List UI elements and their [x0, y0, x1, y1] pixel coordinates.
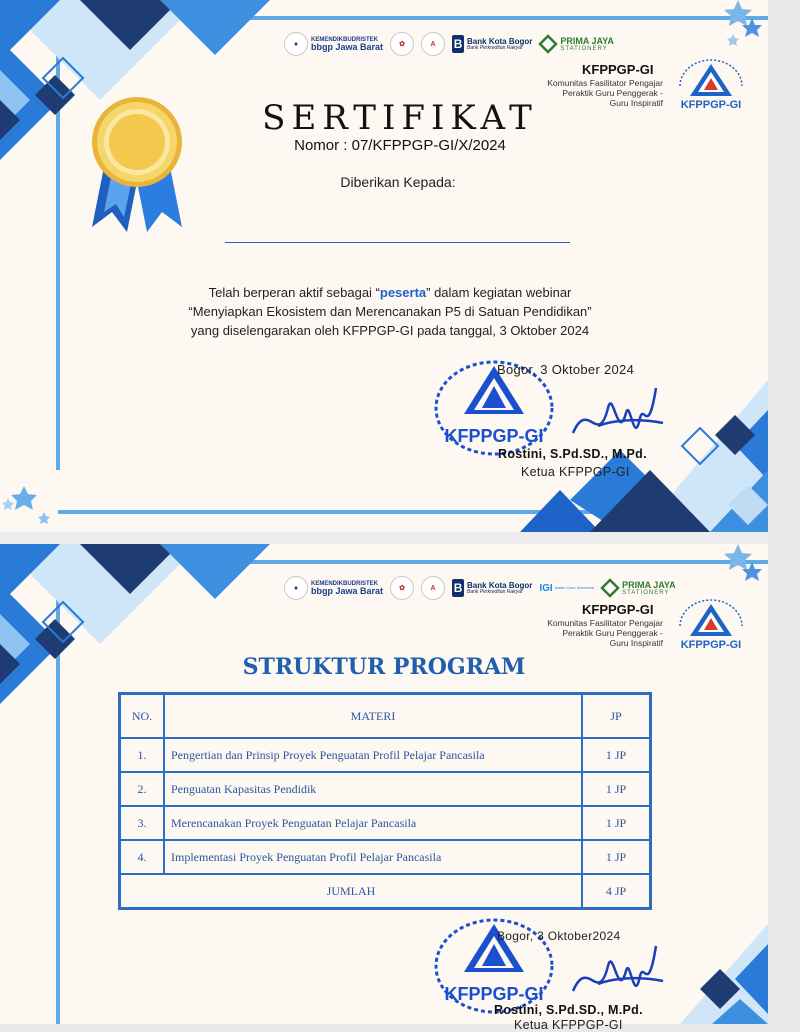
sign-city-date: Bogor, 3 Oktober 2024: [497, 362, 635, 377]
bank-line2: Bank Perkreditan Rakyat: [467, 44, 523, 51]
stamp-text: KFPPGP-GI: [444, 426, 544, 446]
program-structure-title: STRUKTUR PROGRAM: [242, 654, 526, 680]
stamp-text: KFPPGP-GI: [444, 984, 544, 1004]
tut-wuri-handayani-icon: ●: [284, 32, 308, 56]
row-materi: Pengertian dan Prinsip Proyek Penguatan Profil Pelajar Pancasila: [164, 738, 582, 772]
bank-b-icon: B: [453, 37, 463, 51]
program-structure-page: [0, 544, 768, 1032]
org-desc-line3: Guru Inspiratif: [609, 638, 663, 649]
row-number: 4.: [120, 840, 164, 874]
certificate-number: Nomor : 07/KFPPGP-GI/X/2024: [294, 137, 506, 154]
prima-jaya-icon: [539, 35, 557, 53]
kemendikbudristek-logo: [284, 32, 383, 56]
body-line2: “Menyiapkan Ekosistem dan Merencanakan P5 di Satuan Pendidikan”: [188, 304, 592, 319]
body-line1-post: ” dalam kegiatan webinar: [426, 285, 572, 300]
role-highlight: peserta: [379, 285, 427, 300]
sign-city-date: Bogor, 3 Oktober2024: [497, 929, 621, 943]
kfppgp-logo-text: KFPPGP-GI: [680, 99, 742, 111]
kemdik-line1: KEMENDIKBUDRISTEK: [311, 580, 379, 587]
org-name: KFPPGP-GI: [582, 602, 654, 617]
signature: [568, 378, 668, 458]
org-desc-line1: Komunitas Fasilitator Pengajar: [547, 618, 663, 628]
partner-logos: [284, 32, 614, 56]
column-header-materi: MATERI: [164, 694, 582, 738]
igi-logo: [539, 583, 594, 594]
body-line3: yang diselengarakan oleh KFPPGP-GI pada tanggal, 3 Oktober 2024: [190, 323, 590, 338]
bank-b-icon: B: [453, 581, 463, 595]
table-row: [120, 840, 650, 874]
recipient-name-line: [225, 242, 570, 243]
certificate-body: [60, 283, 720, 340]
partner-seal-icon: ✿: [390, 32, 414, 56]
signer-name: Rostini, S.Pd.SD., M.Pd.: [498, 447, 647, 461]
partner-seal-icon: ✿: [390, 576, 414, 600]
partner-emblem-icon: A: [421, 576, 445, 600]
igi-line2: Ikatan Guru Indonesia: [554, 585, 595, 590]
row-jp: 1 JP: [582, 840, 650, 874]
kfppgp-logo: [670, 596, 752, 652]
row-materi: Merencanakan Proyek Penguatan Pelajar Pancasila: [164, 806, 582, 840]
column-header-no: NO.: [120, 694, 164, 738]
org-desc-line2: Peraktik Guru Penggerak -: [562, 628, 663, 639]
certificate-page: [0, 0, 768, 532]
body-line1: [60, 283, 720, 302]
org-name: KFPPGP-GI: [582, 62, 654, 77]
kemendikbudristek-logo: [284, 576, 383, 600]
given-to-label: Diberikan Kepada:: [340, 174, 456, 190]
total-value: 4 JP: [582, 874, 650, 908]
row-jp: 1 JP: [582, 738, 650, 772]
kemdik-line2: bbgp Jawa Barat: [311, 41, 384, 52]
org-desc-line2: Peraktik Guru Penggerak -: [562, 88, 663, 99]
program-table: [118, 692, 652, 910]
signer-role: Ketua KFPPGP-GI: [514, 1018, 623, 1032]
org-desc-line3: Guru Inspiratif: [609, 98, 663, 109]
org-description: [518, 618, 663, 649]
certificate-title: SERTIFIKAT: [262, 98, 538, 138]
row-number: 1.: [120, 738, 164, 772]
row-materi: Implementasi Proyek Penguatan Profil Pelajar Pancasila: [164, 840, 582, 874]
prima-line1: PRIMA JAYA: [622, 579, 676, 590]
bank-line2: Bank Perkreditan Rakyat: [467, 588, 523, 595]
org-desc-line1: Komunitas Fasilitator Pengajar: [547, 78, 663, 88]
prima-jaya-icon: [601, 579, 619, 597]
table-row: [120, 806, 650, 840]
bank-kota-bogor-logo: [452, 579, 532, 597]
table-total-row: [120, 874, 650, 908]
row-jp: 1 JP: [582, 806, 650, 840]
kemdik-line2: bbgp Jawa Barat: [311, 585, 384, 596]
signer-name: Rostini, S.Pd.SD., M.Pd.: [494, 1003, 643, 1017]
tut-wuri-handayani-icon: ●: [284, 576, 308, 600]
table-row: [120, 738, 650, 772]
kfppgp-logo-text: KFPPGP-GI: [680, 639, 742, 651]
table-row: [120, 772, 650, 806]
body-line1-pre: Telah berperan aktif sebagai “: [208, 285, 380, 300]
partner-logos: [284, 576, 676, 600]
prima-line2: STATIONERY: [622, 589, 670, 596]
prima-jaya-logo: [539, 35, 614, 53]
bank-line1: Bank Kota Bogor: [467, 36, 533, 46]
column-header-jp: JP: [582, 694, 650, 738]
kemdik-line1: KEMENDIKBUDRISTEK: [311, 36, 379, 43]
row-jp: 1 JP: [582, 772, 650, 806]
row-number: 3.: [120, 806, 164, 840]
prima-line2: STATIONERY: [560, 45, 608, 52]
prima-line1: PRIMA JAYA: [560, 35, 614, 46]
bank-kota-bogor-logo: [452, 35, 532, 53]
prima-jaya-logo: [601, 579, 676, 597]
row-number: 2.: [120, 772, 164, 806]
row-materi: Penguatan Kapasitas Pendidik: [164, 772, 582, 806]
total-label: JUMLAH: [120, 874, 582, 908]
table-header-row: [120, 694, 650, 738]
partner-emblem-icon: A: [421, 32, 445, 56]
page-separator: [0, 532, 768, 544]
bank-line1: Bank Kota Bogor: [467, 580, 533, 590]
igi-line1: IGI: [539, 582, 553, 594]
signer-role: Ketua KFPPGP-GI: [521, 465, 630, 479]
